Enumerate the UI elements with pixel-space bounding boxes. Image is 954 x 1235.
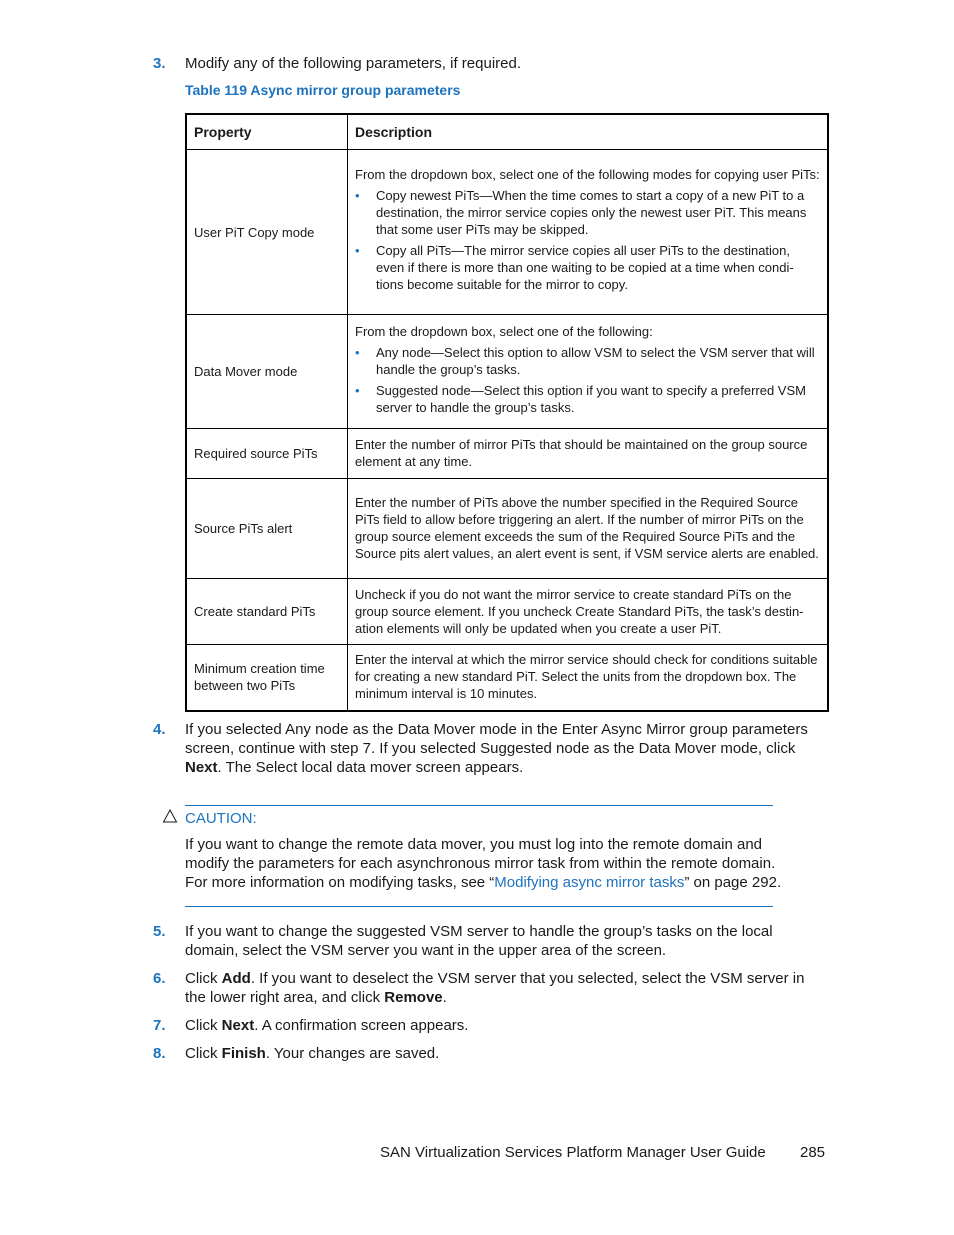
property-cell: Data Mover mode bbox=[186, 315, 348, 429]
option-list bbox=[355, 344, 820, 416]
step-text-part: . If you want to deselect the VSM server that you selected, select the VSM server in the lower right area, and click bbox=[185, 970, 805, 1006]
property-cell: Create standard PiTs bbox=[186, 579, 348, 645]
step-number: 5. bbox=[153, 923, 166, 940]
list-item-text: Suggested node—Select this option if you want to specify a preferred VSM server to handle the group’s tasks. bbox=[376, 382, 806, 415]
bullet-icon: • bbox=[355, 188, 360, 203]
caution-body bbox=[185, 835, 785, 892]
step-text-part: . bbox=[442, 989, 447, 1006]
option-list bbox=[355, 187, 820, 293]
caution-text: ” on page 292. bbox=[684, 874, 782, 891]
caution-title: CAUTION: bbox=[185, 810, 257, 827]
step-text: Modify any of the following parameters, if required. bbox=[185, 55, 521, 72]
table-row bbox=[186, 315, 828, 429]
table-row bbox=[186, 429, 828, 479]
description-cell: Enter the interval at which the mirror service should check for conditions suitable for creating a new standard PiT. Select the units from the dropdown box. The minimum interval is 10 minutes. bbox=[348, 645, 829, 711]
list-item-text: Copy newest PiTs—When the time comes to start a copy of a new PiT to a destination, the mirror service copies only the newest user PiT. This means that some user PiTs may be skipped. bbox=[376, 188, 807, 237]
step-number: 3. bbox=[153, 55, 166, 72]
description-cell: Enter the number of mirror PiTs that should be maintained on the group source element at any time. bbox=[348, 429, 829, 479]
ui-label-next: Next bbox=[221, 1017, 255, 1034]
table-caption: Table 119 Async mirror group parameters bbox=[185, 82, 461, 98]
table-row bbox=[186, 645, 828, 711]
modifying-async-mirror-tasks-link[interactable]: Modifying async mirror tasks bbox=[494, 874, 685, 891]
caution-top-rule bbox=[185, 805, 773, 806]
parameters-table bbox=[185, 113, 829, 712]
step-text bbox=[185, 1016, 829, 1035]
step-number: 7. bbox=[153, 1017, 166, 1034]
property-cell: Source PiTs alert bbox=[186, 479, 348, 579]
caution-triangle-icon bbox=[162, 808, 178, 824]
step-text: If you want to change the suggested VSM server to handle the group’s tasks on the local domain, select the VSM server you want in the upper area of the screen. bbox=[185, 923, 773, 959]
list-item bbox=[355, 382, 820, 416]
caution-bottom-rule bbox=[185, 906, 773, 907]
step-text-part: Click bbox=[185, 1045, 222, 1062]
footer-guide-title: SAN Virtualization Services Platform Manager User Guide bbox=[380, 1144, 766, 1161]
footer-page-number: 285 bbox=[800, 1144, 826, 1161]
property-cell: Required source PiTs bbox=[186, 429, 348, 479]
list-item bbox=[355, 187, 820, 238]
property-cell: Minimum creation time between two PiTs bbox=[186, 645, 348, 711]
property-cell: User PiT Copy mode bbox=[186, 150, 348, 315]
bullet-icon: • bbox=[355, 243, 360, 258]
table-row bbox=[186, 479, 828, 579]
ui-label-remove: Remove bbox=[384, 989, 443, 1006]
description-cell bbox=[348, 315, 829, 429]
step-number: 4. bbox=[153, 721, 166, 738]
step-text-part: If you selected Any node as the Data Mover mode in the Enter Async Mirror group parameters screen, continue with step 7. If you selected Suggested node as the Data Mover mode, click bbox=[185, 721, 808, 757]
list-item bbox=[355, 344, 820, 378]
table-row bbox=[186, 150, 828, 315]
description-cell: Enter the number of PiTs above the number specified in the Required Source PiTs field to allow before triggering an alert. If the number of mirror PiTs on the group source element exceeds the sum of the Required Source PiTs and the Source pits alert values, an alert event is sent, if VSM service alerts are enabled. bbox=[348, 479, 829, 579]
header-description: Description bbox=[348, 114, 829, 150]
step-text bbox=[185, 1044, 829, 1063]
step-text-part: Click bbox=[185, 970, 222, 987]
step-text bbox=[185, 720, 829, 777]
ui-label-add: Add bbox=[221, 970, 251, 987]
caution-text: If you want to change the remote data mover, you must log into the remote domain and modify the parameters for each asynchronous mirror task from within the remote domain. For more information on modifying tasks, see “ bbox=[185, 836, 776, 891]
ui-label-finish: Finish bbox=[221, 1045, 266, 1062]
step-number: 6. bbox=[153, 970, 166, 987]
table-row bbox=[186, 579, 828, 645]
header-property: Property bbox=[186, 114, 348, 150]
ui-label-next: Next bbox=[185, 759, 218, 776]
list-item bbox=[355, 242, 820, 293]
list-item-text: Any node—Select this option to allow VSM to select the VSM server that will handle the group’s tasks. bbox=[376, 344, 815, 377]
description-intro: From the dropdown box, select one of the following: bbox=[355, 323, 653, 339]
description-intro: From the dropdown box, select one of the following modes for copying user PiTs: bbox=[355, 167, 820, 182]
step-text-part: . A confirmation screen appears. bbox=[254, 1017, 469, 1034]
step-text-part: . The Select local data mover screen appears. bbox=[217, 759, 524, 776]
table-header-row bbox=[186, 114, 828, 150]
list-item-text: Copy all PiTs—The mirror service copies all user PiTs to the destination, even if there is more than one waiting to be copied at a time when condi-tions become suitable for the mirror to copy. bbox=[376, 243, 794, 292]
bullet-icon: • bbox=[355, 382, 360, 398]
step-text-part: . Your changes are saved. bbox=[265, 1045, 440, 1062]
step-text bbox=[185, 969, 829, 1007]
step-number: 8. bbox=[153, 1045, 166, 1062]
step-text-part: Click bbox=[185, 1017, 222, 1034]
description-cell: Uncheck if you do not want the mirror service to create standard PiTs on the group source element. If you uncheck Create Standard PiTs, the task’s destin-ation elements will only be updated when you create a user PiT. bbox=[348, 579, 829, 645]
bullet-icon: • bbox=[355, 344, 360, 360]
description-cell bbox=[348, 150, 829, 315]
